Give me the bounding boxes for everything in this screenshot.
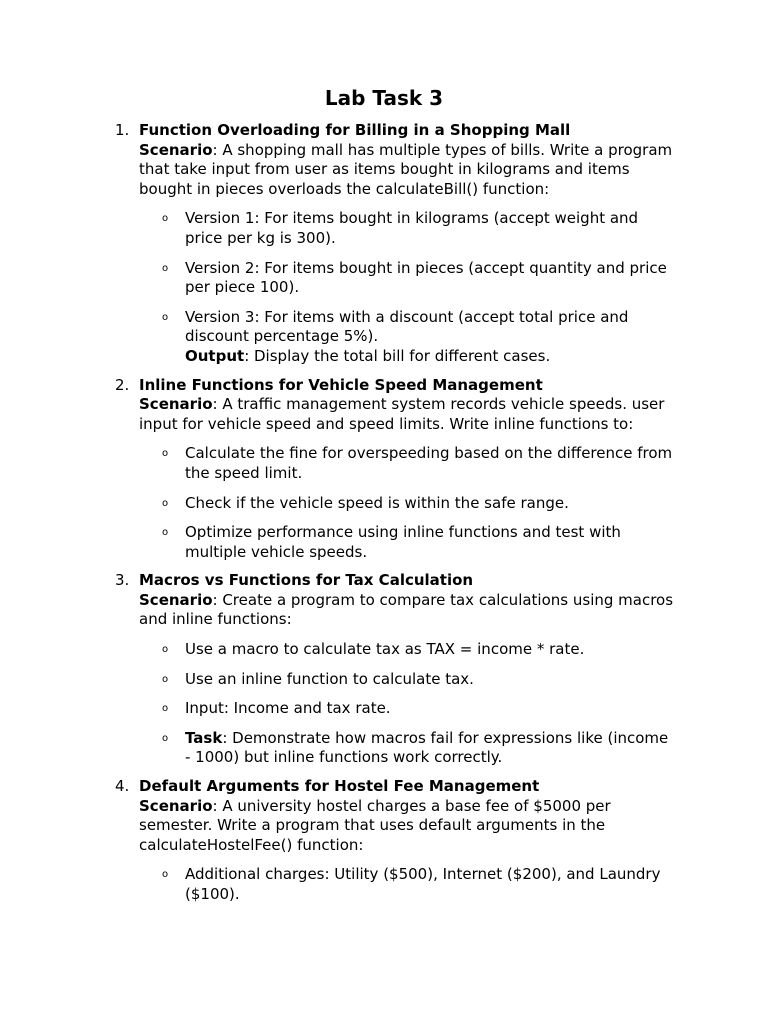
sub-item [162, 865, 675, 904]
bullet-icon: o [162, 869, 169, 881]
scenario-paragraph [139, 591, 675, 630]
task-heading: Function Overloading for Billing in a Shopping Mall [139, 121, 571, 139]
task-list [115, 121, 675, 914]
task-heading: Inline Functions for Vehicle Speed Management [139, 375, 543, 394]
sub-item-text: : Demonstrate how macros fail for expressions like (income - 1000) but inline functions work correctly. [185, 728, 669, 767]
bullet-icon: o [162, 703, 169, 715]
task-number: 2. [115, 375, 130, 394]
sub-item [162, 523, 675, 562]
bullet-icon: o [162, 732, 169, 744]
sub-item-text: Version 2: For items bought in pieces (accept quantity and price per piece 100). [185, 258, 667, 297]
sub-item [162, 728, 675, 768]
scenario-label: Scenario [139, 796, 213, 815]
bullet-icon: o [162, 262, 169, 274]
sub-item-text: Calculate the fine for overspeeding based on the difference from the speed limit. [185, 444, 673, 482]
sub-item-text: Additional charges: Utility ($500), Internet ($200), and Laundry ($100). [185, 865, 661, 903]
sub-list [139, 209, 675, 366]
scenario-text: : A traffic management system records vehicle speeds. user input for vehicle speed and speed limits. Write inline functions to: [139, 395, 665, 433]
task-item-2 [115, 376, 675, 563]
sub-item-label: Task [185, 728, 223, 747]
bullet-icon: o [162, 527, 169, 539]
sub-item-text: Optimize performance using inline functions and test with multiple vehicle speeds. [185, 523, 621, 561]
sub-item [162, 307, 675, 367]
sub-item [162, 640, 675, 660]
sub-item-text: Use an inline function to calculate tax. [185, 669, 474, 688]
scenario-text: : Create a program to compare tax calculations using macros and inline functions: [139, 590, 674, 629]
sub-item [162, 258, 675, 298]
task-heading: Default Arguments for Hostel Fee Management [139, 777, 540, 796]
scenario-paragraph [139, 141, 675, 200]
bullet-icon: o [162, 673, 169, 685]
scenario-paragraph [139, 395, 675, 434]
sub-item-text: Input: Income and tax rate. [185, 699, 391, 718]
scenario-text: : A shopping mall has multiple types of bills. Write a program that take input from user as items bought in kilograms and items bought in pieces overloads the calculateBill() function: [139, 140, 673, 198]
task-number: 4. [115, 777, 130, 796]
bullet-icon: o [162, 644, 169, 656]
sub-item [162, 493, 675, 514]
task-item-3 [115, 571, 675, 768]
sub-item [162, 444, 675, 483]
sub-list [139, 640, 675, 768]
sub-list [139, 444, 675, 562]
page-title: Lab Task 3 [324, 86, 444, 110]
sub-item [162, 209, 675, 248]
sub-list [139, 865, 675, 904]
task-item-4 [115, 777, 675, 905]
bullet-icon: o [162, 497, 169, 509]
scenario-label: Scenario [139, 140, 213, 159]
scenario-label: Scenario [139, 395, 213, 414]
task-number: 3. [115, 571, 130, 590]
sub-item-text: Version 3: For items with a discount (accept total price and discount percentage 5%). [185, 307, 629, 346]
task-heading: Macros vs Functions for Tax Calculation [139, 571, 474, 590]
sub-item-text: Version 1: For items bought in kilograms (accept weight and price per kg is 300). [185, 209, 639, 247]
sub-item [162, 669, 675, 690]
scenario-paragraph [139, 797, 675, 856]
scenario-label: Scenario [139, 590, 213, 609]
bullet-icon: o [162, 448, 169, 460]
bullet-icon: o [162, 311, 169, 323]
sub-item-text: Use a macro to calculate tax as TAX = income * rate. [185, 640, 585, 659]
output-text: : Display the total bill for different cases. [244, 346, 551, 365]
task-number: 1. [115, 121, 130, 139]
bullet-icon: o [162, 213, 169, 225]
sub-item-text: Check if the vehicle speed is within the safe range. [185, 493, 569, 512]
scenario-text: : A university hostel charges a base fee of $5000 per semester. Write a program that uses default arguments in the calculateHostelFee() function: [139, 796, 611, 854]
task-item-1 [115, 121, 675, 367]
output-label: Output [185, 346, 245, 365]
sub-item [162, 699, 675, 719]
